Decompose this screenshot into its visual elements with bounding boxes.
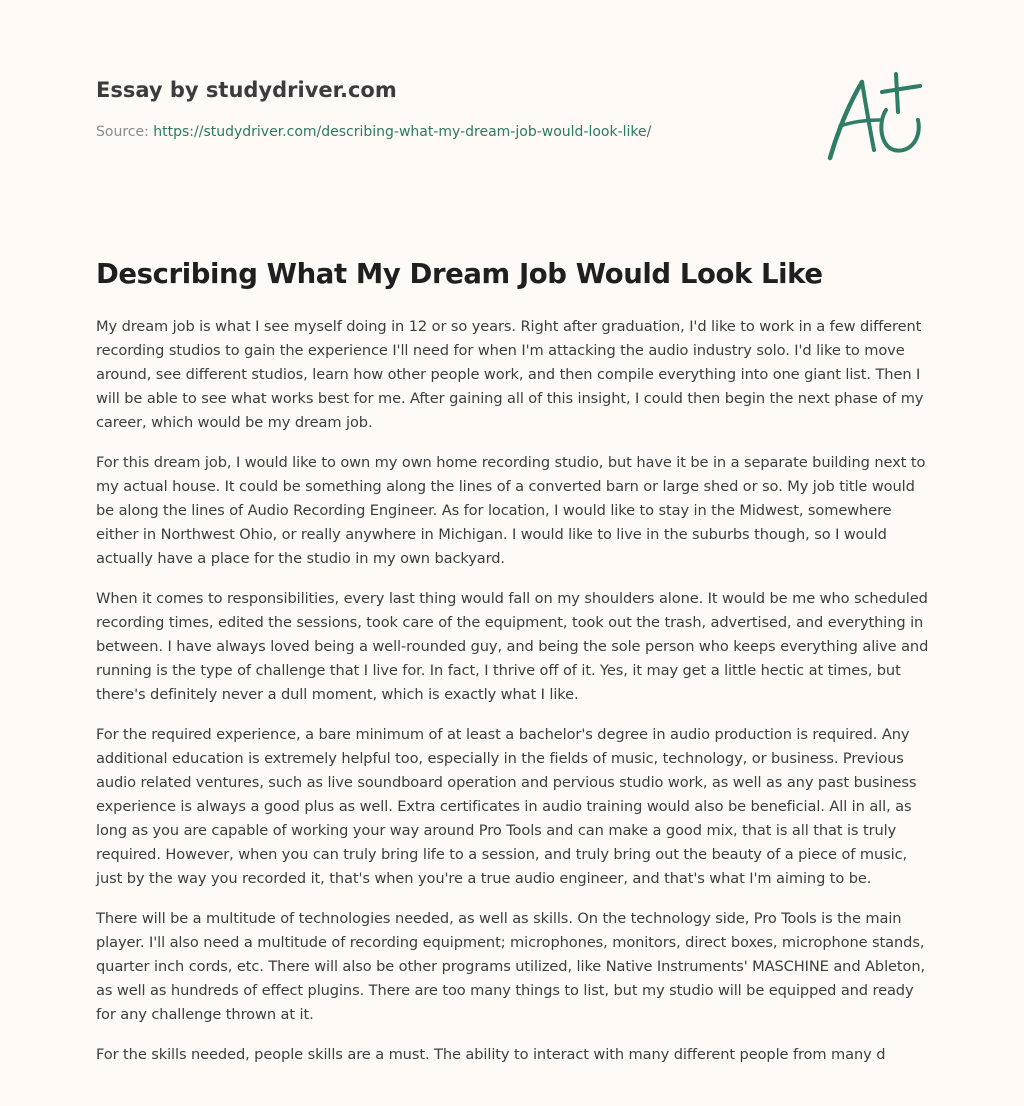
essay-body	[96, 315, 932, 1083]
essay-paragraph: For this dream job, I would like to own my own home recording studio, but have it be in a separate building next to my actual house. It could be something along the lines of a converted barn or large shed or so. My job title would be along the lines of Audio Recording Engineer. As for location, I would like to stay in the Midwest, somewhere either in Northwest Ohio, or really anywhere in Michigan. I would like to live in the suburbs though, so I would actually have a place for the studio in my own backyard.	[96, 454, 926, 567]
source-label: Source:	[96, 124, 154, 140]
essay-paragraph: For the skills needed, people skills are a must. The ability to interact with many different people from many d	[96, 1046, 886, 1063]
source-line	[96, 122, 796, 142]
essay-paragraph: When it comes to responsibilities, every last thing would fall on my shoulders alone. It would be me who scheduled recording times, edited the sessions, took care of the equipment, took out the trash, advertised, and everything in between. I have always loved being a well-rounded guy, and being the sole person who keeps everything alive and running is the type of challenge that I live for. In fact, I thrive off of it. Yes, it may get a little hectic at times, but there's definitely never a dull moment, which is exactly what I like.	[96, 590, 929, 703]
essay-paragraph: For the required experience, a bare minimum of at least a bachelor's degree in audio production is required. Any additional education is extremely helpful too, especially in the fields of music, technology, or business. Previous audio related ventures, such as live soundboard operation and pervious studio work, as well as any past business experience is always a good plus as well. Extra certificates in audio training would also be beneficial. All in all, as long as you are capable of working your way around Pro Tools and can make a good mix, that is all that is truly required. However, when you can truly bring life to a session, and truly bring out the beauty of a piece of music, just by the way you recorded it, that's when you're a true audio engineer, and that's what I'm aiming to be.	[96, 726, 917, 887]
a-plus-grade-icon	[822, 68, 926, 164]
essay-header	[96, 76, 796, 142]
site-brand: Essay by studydriver.com	[96, 78, 397, 102]
essay-paragraph: There will be a multitude of technologies needed, as well as skills. On the technology side, Pro Tools is the main player. I'll also need a multitude of recording equipment; microphones, monitors, direct boxes, microphone stands, quarter inch cords, etc. There will also be other programs utilized, like Native Instruments' MASCHINE and Ableton, as well as hundreds of effect plugins. There are too many things to list, but my studio will be equipped and ready for any challenge thrown at it.	[96, 910, 926, 1023]
essay-title: Describing What My Dream Job Would Look Like	[96, 258, 823, 290]
essay-paragraph: My dream job is what I see myself doing in 12 or so years. Right after graduation, I'd like to work in a few different recording studios to gain the experience I'll need for when I'm attacking the audio industry solo. I'd like to move around, see different studios, learn how other people work, and then compile everything into one giant list. Then I will be able to see what works best for me. After gaining all of this insight, I could then begin the next phase of my career, which would be my dream job.	[96, 318, 924, 431]
source-link[interactable]: https://studydriver.com/describing-what-my-dream-job-would-look-like/	[153, 124, 652, 140]
